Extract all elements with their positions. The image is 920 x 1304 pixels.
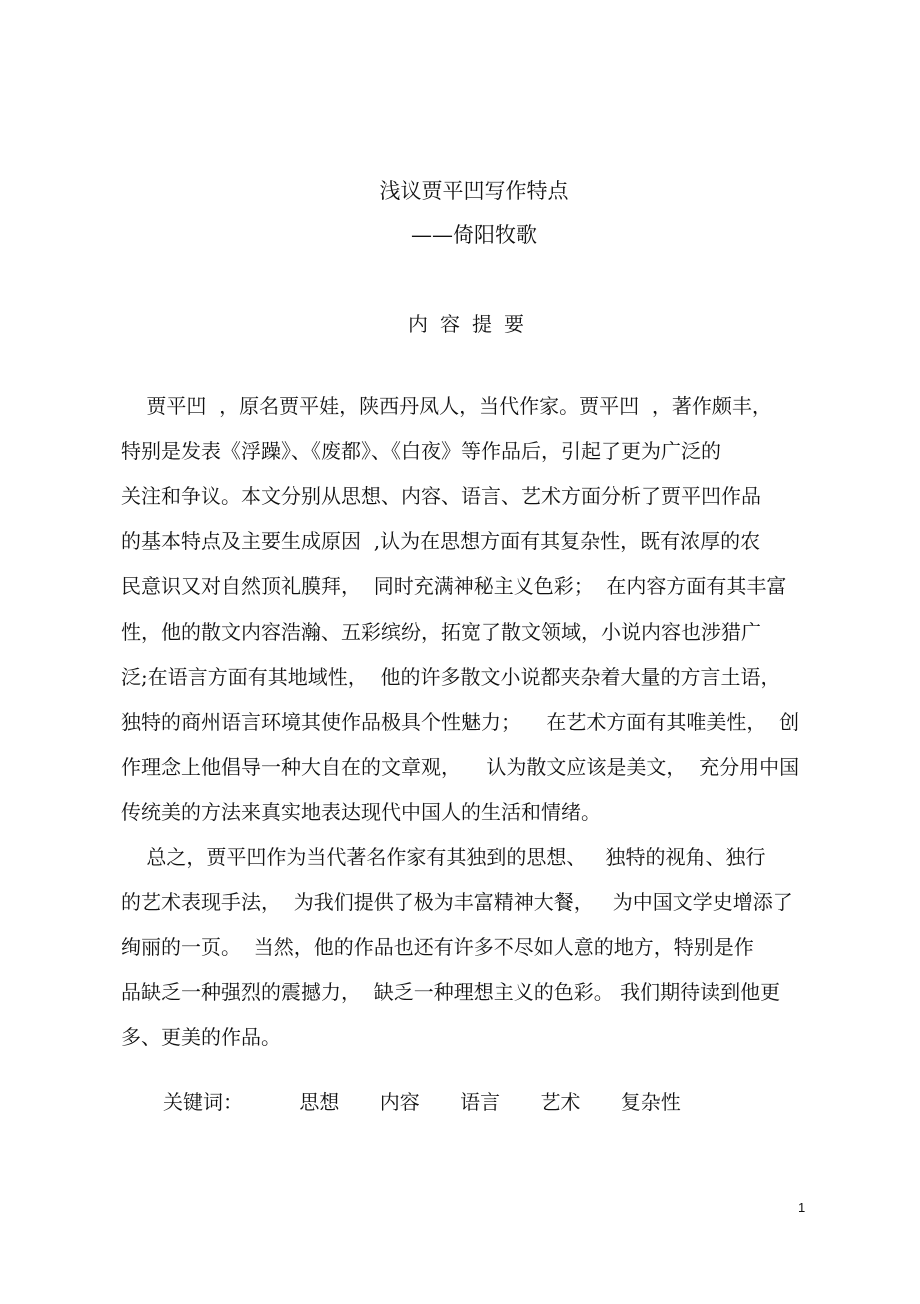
abstract-line: 的基本特点及主要生成原因 ,认为在思想方面有其复杂性，既有浓厚的农: [121, 529, 761, 554]
abstract-line: 的艺术表现手法， 为我们提供了极为丰富精神大餐， 为中国文学史增添了: [121, 890, 793, 915]
keyword-item: 复杂性: [620, 1090, 681, 1114]
abstract-line: 民意识又对自然顶礼膜拜， 同时充满神秘主义色彩； 在内容方面有其丰富: [121, 574, 787, 599]
abstract-line: 绚丽的一页。 当然，他的作品也还有许多不尽如人意的地方，特别是作: [121, 935, 754, 960]
abstract-line: 性，他的散文内容浩瀚、五彩缤纷，拓宽了散文领域，小说内容也涉猎广: [121, 619, 761, 644]
abstract-line: 泛;在语言方面有其地域性， 他的许多散文小说都夹杂着大量的方言土语，: [121, 664, 781, 689]
document-title: 浅议贾平凹写作特点: [379, 179, 569, 203]
abstract-line: 总之，贾平凹作为当代著名作家有其独到的思想、 独特的视角、独行: [121, 845, 766, 869]
section-heading: 内容提要: [408, 312, 536, 336]
abstract-line: 独特的商州语言环境其使作品极具个性魅力； 在艺术方面有其唯美性， 创: [121, 709, 800, 734]
keyword-item: 艺术: [540, 1090, 581, 1114]
keywords-row: [163, 1088, 715, 1116]
keyword-item: 语言: [460, 1090, 501, 1114]
page-number: 1: [798, 1200, 806, 1215]
abstract-line: 多、更美的作品。: [121, 1025, 281, 1050]
abstract-line: 贾平凹 ，原名贾平娃，陕西丹凤人，当代作家。贾平凹 ，著作颇丰，: [121, 394, 772, 418]
keyword-item: 思想: [299, 1090, 340, 1114]
abstract-line: 传统美的方法来真实地表达现代中国人的生活和情绪。: [121, 799, 601, 824]
abstract-line: 品缺乏一种强烈的震撼力， 缺乏一种理想主义的色彩。 我们期待读到他更: [121, 980, 781, 1005]
abstract-line: 作理念上他倡导一种大自在的文章观， 认为散文应该是美文， 充分用中国: [121, 754, 800, 779]
document-subtitle: ——倚阳牧歌: [411, 223, 537, 247]
keywords-label: 关键词：: [163, 1090, 243, 1114]
keyword-item: 内容: [379, 1090, 420, 1114]
abstract-line: 关注和争议。本文分别从思想、内容、语言、艺术方面分析了贾平凹作品: [121, 484, 761, 509]
abstract-line: 特别是发表《浮躁》、《废都》、《白夜》等作品后，引起了更为广泛的: [121, 439, 721, 464]
